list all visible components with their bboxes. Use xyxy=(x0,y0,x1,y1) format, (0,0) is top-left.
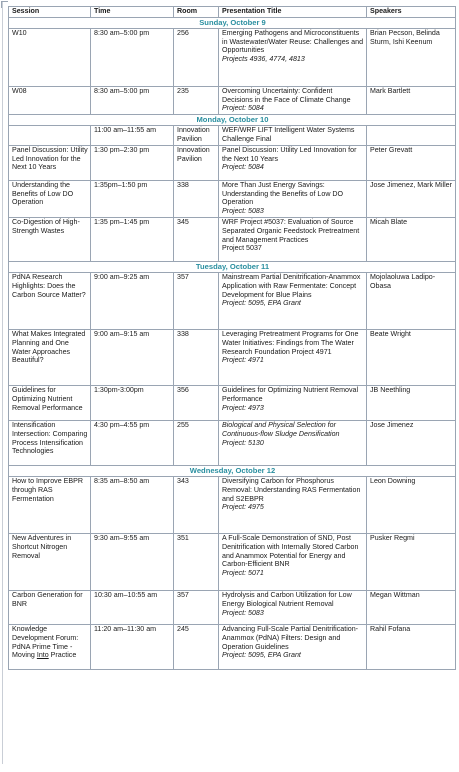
title-cell xyxy=(219,420,367,465)
title-text: Advancing Full-Scale Partial Denitrification-Anammox (PdNA) Filters: Design and Operation Guidelines xyxy=(222,624,359,651)
session-text: Knowledge Development Forum: PdNA Prime Time - Moving xyxy=(12,624,79,660)
table-row xyxy=(9,329,456,385)
table-row xyxy=(9,126,456,146)
project-text: Project: 5071 xyxy=(222,569,264,578)
table-row xyxy=(9,624,456,669)
speakers-cell: Beate Wright xyxy=(367,329,456,385)
title-text: WEF/WRF LIFT Intelligent Water Systems Challenge Final xyxy=(222,126,355,143)
table-row xyxy=(9,145,456,180)
table-row xyxy=(9,420,456,465)
time-cell: 4:30 pm–4:55 pm xyxy=(91,420,174,465)
day-label: Tuesday, October 11 xyxy=(9,261,456,272)
project-text: Project: 5083 xyxy=(222,207,264,216)
title-cell xyxy=(219,624,367,669)
time-cell: 9:00 am–9:25 am xyxy=(91,272,174,329)
room-cell: 256 xyxy=(174,28,219,86)
title-cell xyxy=(219,329,367,385)
title-text: More Than Just Energy Savings: Understanding the Benefits of Low DO Operation xyxy=(222,180,344,207)
title-cell xyxy=(219,126,367,146)
project-text: Project: 4971 xyxy=(222,356,264,365)
session-cell: Guidelines for Optimizing Nutrient Removal Performance xyxy=(9,385,91,420)
project-text: Project: 5084 xyxy=(222,104,264,113)
schedule-body xyxy=(9,17,456,669)
project-text: Project 5037 xyxy=(222,244,262,253)
speakers-cell: Leon Downing xyxy=(367,476,456,533)
session-cell: How to Improve EBPR through RAS Fermentation xyxy=(9,476,91,533)
room-cell: 343 xyxy=(174,476,219,533)
title-text: Hydrolysis and Carbon Utilization for Low Energy Biological Nutrient Removal xyxy=(222,590,352,608)
left-margin-line xyxy=(2,2,3,764)
speakers-cell: Peter Grevatt xyxy=(367,145,456,180)
title-text: A Full-Scale Demonstration of SND, Post Denitrification with Internally Stored Carbon and Anammox Potential for Energy and Carbon-Efficient BNR xyxy=(222,533,359,569)
title-cell xyxy=(219,533,367,590)
room-cell: 338 xyxy=(174,180,219,217)
table-row xyxy=(9,180,456,217)
session-cell: W08 xyxy=(9,86,91,114)
room-cell: 357 xyxy=(174,272,219,329)
time-cell: 8:35 am–8:50 am xyxy=(91,476,174,533)
session-cell: W10 xyxy=(9,28,91,86)
header-session: Session xyxy=(9,7,91,18)
session-cell: PdNA Research Highlights: Does the Carbon Source Matter? xyxy=(9,272,91,329)
project-text: Project: 5083 xyxy=(222,608,264,617)
session-cell: Co-Digestion of High-Strength Wastes xyxy=(9,217,91,261)
speakers-cell: Megan Wittman xyxy=(367,590,456,624)
time-cell: 9:00 am–9:15 am xyxy=(91,329,174,385)
title-text: Mainstream Partial Denitrification-Anammox Application with Raw Fermentate: Concept Development for Blue Plains xyxy=(222,272,361,299)
session-cell: Panel Discussion: Utility Led Innovation for the Next 10 Years xyxy=(9,145,91,180)
room-cell: 351 xyxy=(174,533,219,590)
title-text-italic: Biological and Physical Selection for Continuous-flow Sludge Densification xyxy=(222,420,340,438)
title-cell xyxy=(219,385,367,420)
speakers-cell: Micah Blate xyxy=(367,217,456,261)
title-text: Panel Discussion: Utility Led Innovation for the Next 10 Years xyxy=(222,145,357,163)
day-header-row xyxy=(9,465,456,476)
room-cell: Innovation Pavilion xyxy=(174,145,219,180)
time-cell: 8:30 am–5:00 pm xyxy=(91,28,174,86)
speakers-cell: Mark Bartlett xyxy=(367,86,456,114)
session-text-underlined: Into xyxy=(36,651,49,660)
title-cell xyxy=(219,145,367,180)
title-text: Overcoming Uncertainty: Confident Decisions in the Face of Climate Change xyxy=(222,86,351,104)
project-text: Project: 5095, EPA Grant xyxy=(222,651,301,660)
session-cell: Intensification Intersection: Comparing Process Intensification Technologies xyxy=(9,420,91,465)
header-speakers: Speakers xyxy=(367,7,456,18)
project-text: Project: 5084 xyxy=(222,163,264,172)
session-cell: New Adventures in Shortcut Nitrogen Removal xyxy=(9,533,91,590)
time-cell: 11:00 am–11:55 am xyxy=(91,126,174,146)
header-room: Room xyxy=(174,7,219,18)
session-cell: Understanding the Benefits of Low DO Operation xyxy=(9,180,91,217)
header-row xyxy=(9,7,456,18)
project-text: Project: 4975 xyxy=(222,503,264,512)
room-cell: 245 xyxy=(174,624,219,669)
title-text: WRF Project #5037: Evaluation of Source Separated Organic Feedstock Pretreatment and Management Practices xyxy=(222,217,360,244)
room-cell: 255 xyxy=(174,420,219,465)
title-cell xyxy=(219,476,367,533)
room-cell: 356 xyxy=(174,385,219,420)
room-cell: 235 xyxy=(174,86,219,114)
time-cell: 1:30pm-3:00pm xyxy=(91,385,174,420)
day-label: Monday, October 10 xyxy=(9,115,456,126)
day-header-row xyxy=(9,17,456,28)
table-row xyxy=(9,28,456,86)
session-cell xyxy=(9,126,91,146)
speakers-cell: Jose Jimenez, Mark Miller xyxy=(367,180,456,217)
speakers-cell: Jose Jimenez xyxy=(367,420,456,465)
day-header-row xyxy=(9,115,456,126)
time-cell: 1:35 pm–1:45 pm xyxy=(91,217,174,261)
room-cell: 357 xyxy=(174,590,219,624)
time-cell: 1:35pm–1:50 pm xyxy=(91,180,174,217)
title-cell xyxy=(219,28,367,86)
speakers-cell: Mojolaoluwa Ladipo-Obasa xyxy=(367,272,456,329)
title-text: Guidelines for Optimizing Nutrient Removal Performance xyxy=(222,385,359,403)
session-cell xyxy=(9,624,91,669)
speakers-cell xyxy=(367,126,456,146)
table-move-handle[interactable] xyxy=(1,1,8,8)
title-text: Emerging Pathogens and Microconstituents in Wastewater/Water Reuse: Challenges and Opportunities xyxy=(222,28,364,55)
day-header-row xyxy=(9,261,456,272)
room-cell: 338 xyxy=(174,329,219,385)
table-row xyxy=(9,590,456,624)
time-cell: 10:30 am–10:55 am xyxy=(91,590,174,624)
speakers-cell: Rahil Fofana xyxy=(367,624,456,669)
table-row xyxy=(9,385,456,420)
title-cell xyxy=(219,272,367,329)
schedule-table xyxy=(8,6,456,670)
table-row xyxy=(9,476,456,533)
title-text: Leveraging Pretreatment Programs for One Water Initiatives: Findings from The Water Research Foundation Project 4971 xyxy=(222,329,359,356)
time-cell: 9:30 am–9:55 am xyxy=(91,533,174,590)
time-cell: 8:30 am–5:00 pm xyxy=(91,86,174,114)
day-label: Sunday, October 9 xyxy=(9,17,456,28)
table-row xyxy=(9,86,456,114)
title-cell xyxy=(219,590,367,624)
time-cell: 11:20 am–11:30 am xyxy=(91,624,174,669)
header-time: Time xyxy=(91,7,174,18)
day-label: Wednesday, October 12 xyxy=(9,465,456,476)
project-text: Project: 5130 xyxy=(222,438,264,447)
title-cell xyxy=(219,217,367,261)
session-cell: Carbon Generation for BNR xyxy=(9,590,91,624)
table-row xyxy=(9,533,456,590)
room-cell: 345 xyxy=(174,217,219,261)
table-row xyxy=(9,272,456,329)
session-text: Practice xyxy=(48,651,77,660)
speakers-cell: Pusker Regmi xyxy=(367,533,456,590)
project-text: Project: 5095, EPA Grant xyxy=(222,299,301,308)
speakers-cell: JB Neethling xyxy=(367,385,456,420)
title-cell xyxy=(219,86,367,114)
speakers-cell: Brian Pecson, Belinda Sturm, Ishi Keenum xyxy=(367,28,456,86)
title-text: Diversifying Carbon for Phosphorus Removal: Understanding RAS Fermentation and S2EBPR xyxy=(222,476,361,503)
project-text: Project: 4973 xyxy=(222,403,264,412)
room-cell: Innovation Pavilion xyxy=(174,126,219,146)
project-text: Projects 4936, 4774, 4813 xyxy=(222,55,305,64)
header-title: Presentation Title xyxy=(219,7,367,18)
session-cell: What Makes Integrated Planning and One Water Approaches Beautiful? xyxy=(9,329,91,385)
table-row xyxy=(9,217,456,261)
time-cell: 1:30 pm–2:30 pm xyxy=(91,145,174,180)
title-cell xyxy=(219,180,367,217)
